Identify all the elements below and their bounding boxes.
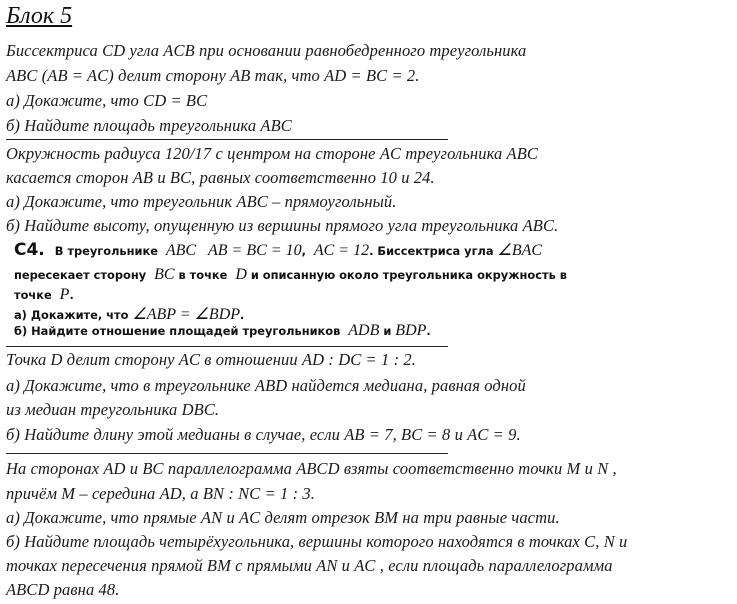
problem-4-line-3: а) Докажите, что прямые AN и AC делят отрезок BM на три равные части.	[6, 508, 560, 527]
c4-line-2: пересекает сторону BC в точке D и описанную около треугольника окружность в	[14, 266, 567, 283]
c4-line-5: б) Найдите отношение площадей треугольников ADB и BDP.	[14, 322, 431, 339]
problem-3-line-3: из медиан треугольника DBC.	[6, 400, 220, 419]
problem-4-line-2: причём M – середина AD, а BN : NC = 1 : 3.	[6, 484, 316, 503]
divider	[6, 453, 448, 454]
block-title: Блок 5	[6, 3, 73, 29]
c4-line-4: а) Докажите, что ∠ABP = ∠BDP.	[14, 306, 245, 323]
problem-3-line-1: Точка D делит сторону AC в отношении AD : DC = 1 : 2.	[6, 350, 416, 369]
c4-line-3: точке P.	[14, 286, 74, 303]
problem-4-line-5: точках пересечения прямой BM с прямыми AN и AC , если площадь параллелограмма	[6, 556, 613, 575]
problem-1-line-4: б) Найдите площадь треугольника ABC	[6, 116, 292, 135]
problem-4-line-6: ABCD равна 48.	[6, 580, 120, 599]
problem-3-line-2: а) Докажите, что в треугольнике ABD найдется медиана, равная одной	[6, 376, 526, 395]
c4-line-1: C4. В треугольнике ABC AB = BC = 10, AC = 12. Биссектриса угла ∠BAC	[14, 240, 543, 260]
problem-c4	[6, 236, 606, 346]
problem-2-line-3: а) Докажите, что треугольник ABC – прямоугольный.	[6, 192, 397, 211]
problem-3-line-4: б) Найдите длину этой медианы в случае, если AB = 7, BC = 8 и AC = 9.	[6, 425, 521, 444]
problem-4-line-4: б) Найдите площадь четырёхугольника, вершины которого находятся в точках C, N и	[6, 532, 628, 551]
problem-2-line-2: касается сторон AB и BC, равных соответственно 10 и 24.	[6, 168, 435, 187]
divider	[6, 139, 448, 140]
problem-1-line-3: а) Докажите, что CD = BC	[6, 91, 208, 110]
problem-2-line-4: б) Найдите высоту, опущенную из вершины прямого угла треугольника ABC.	[6, 216, 559, 235]
divider	[6, 346, 448, 347]
problem-4-line-1: На сторонах AD и BC параллелограмма ABCD взяты соответственно точки M и N ,	[6, 459, 617, 478]
problem-1-line-2: ABC (AB = AC) делит сторону AB так, что AD = BC = 2.	[6, 66, 420, 85]
problem-1-line-1: Биссектриса CD угла ACB при основании равнобедренного треугольника	[6, 41, 527, 60]
problem-2-line-1: Окружность радиуса 120/17 с центром на стороне AC треугольника ABC	[6, 144, 539, 163]
c4-label: C4.	[14, 240, 45, 260]
